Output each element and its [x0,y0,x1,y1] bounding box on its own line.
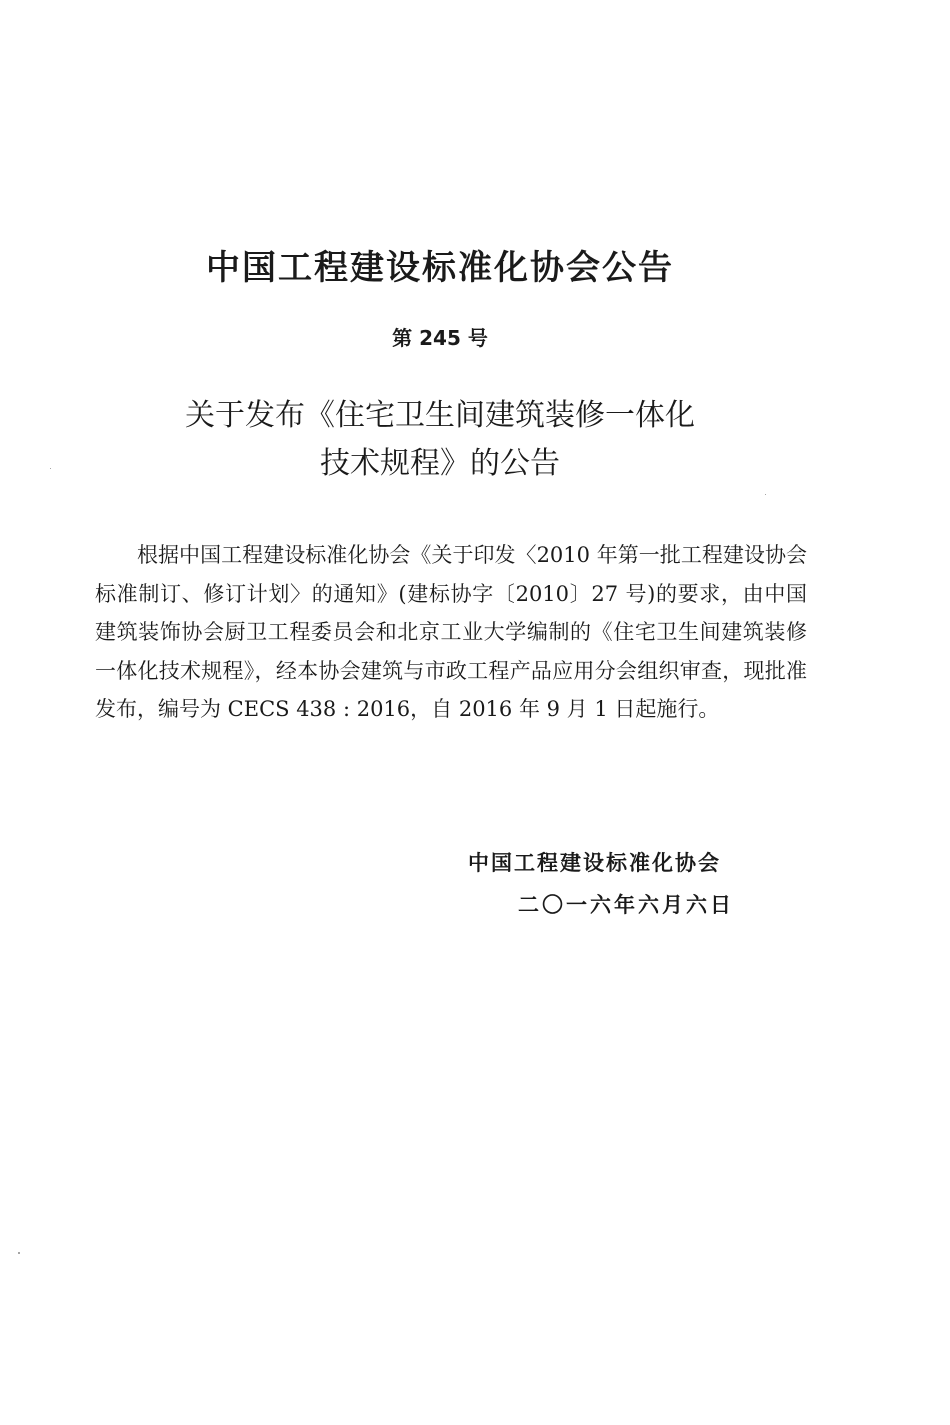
signature-org: 中国工程建设标准化协会 [468,851,721,875]
scan-speck [18,1252,20,1254]
heading-line-2: 技术规程》的公告 [320,446,560,481]
signature-block [468,842,734,926]
body-paragraph: 根据中国工程建设标准化协会《关于印发〈2010 年第一批工程建设协会标准制订、修订计划〉的通知》(建标协字〔2010〕27 号)的要求，由中国建筑装饰协会厨卫工程委员会和北京工业大学编制的《住宅卫生间建筑装修一体化技术规程》，经本协会建筑与市政工程产品应用分会组织审查，现批准发布，编号为 CECS 438 : 2016，自 2016 年 9 月 1 日起施行。 [95,543,807,721]
heading-line-1: 关于发布《住宅卫生间建筑装修一体化 [185,398,695,433]
announcement-issue-number: 第 245 号 [392,326,488,350]
announcement-org-title: 中国工程建设标准化协会公告 [206,248,674,288]
signature-date: 二〇一六年六月六日 [518,893,734,917]
announcement-heading [0,392,880,488]
scan-speck [50,468,51,469]
scan-speck [765,494,766,495]
announcement-body [95,536,807,729]
